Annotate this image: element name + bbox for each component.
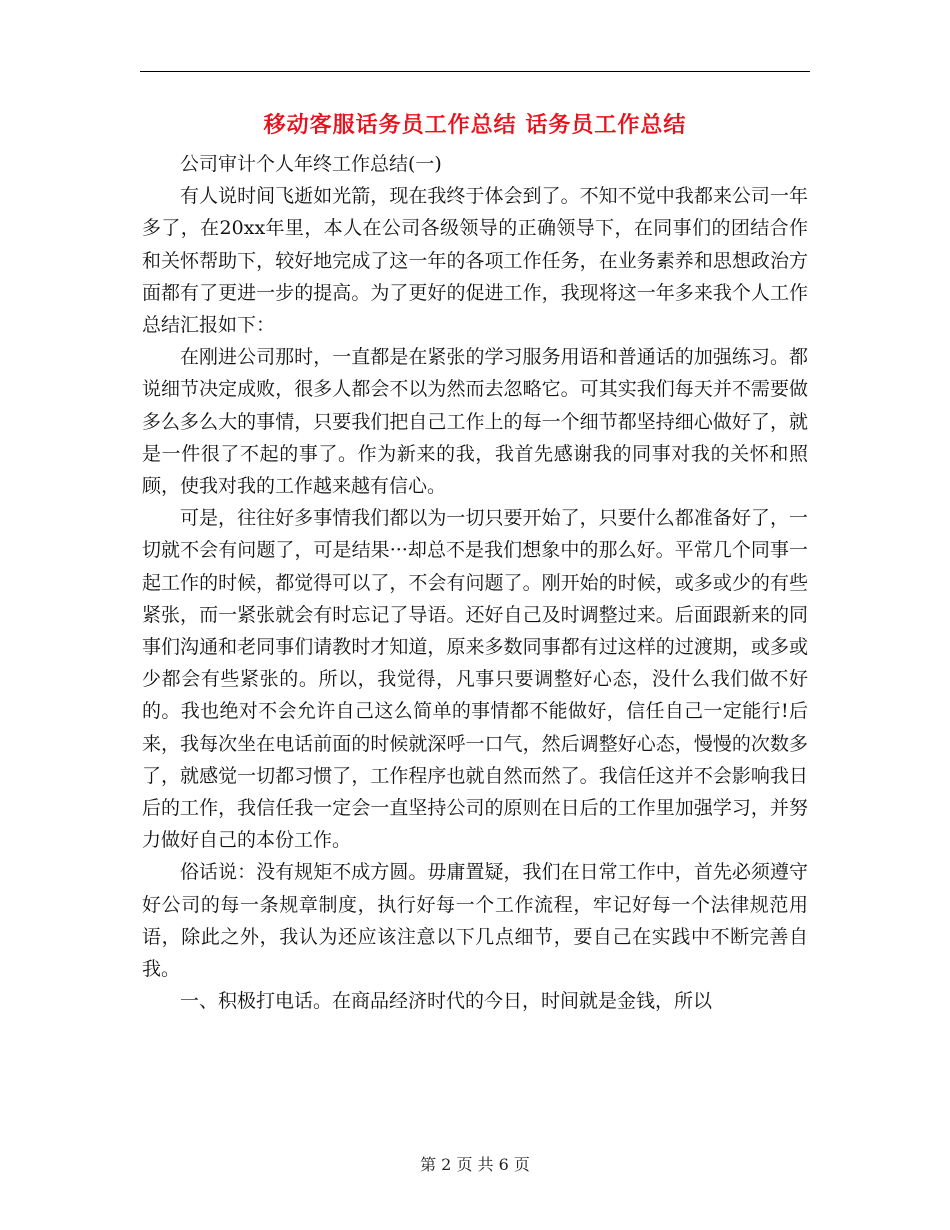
paragraph: 在刚进公司那时，一直都是在紧张的学习服务用语和普通话的加强练习。都说细节决定成败，很多人都会不以为然而去忽略它。可其实我们每天并不需要做多么多么大的事情，只要我们把自己工作上的每一个细节都坚持细心做好了，就是一件很了不起的事了。作为新来的我，我首先感谢我的同事对我的关怀和照顾，使我对我的工作越来越有信心。 [142, 346, 808, 498]
document-title: 移动客服话务员工作总结 话务员工作总结 [263, 112, 687, 138]
paragraph: 一、积极打电话。在商品经济时代的今日，时间就是金钱，所以 [180, 990, 713, 1013]
paragraph: 有人说时间飞逝如光箭，现在我终于体会到了。不知不觉中我都来公司一年多了，在20xx年里，本人在公司各级领导的正确领导下，在同事们的团结合作和关怀帮助下，较好地完成了这一年的各项工作任务，在业务素养和思想政治方面都有了更进一步的提高。为了更好的促进工作，我现将这一年多来我个人工作总结汇报如下： [142, 185, 808, 337]
page-number-footer: 第 2 页 共 6 页 [420, 1155, 530, 1174]
section-heading: 公司审计个人年终工作总结(一) [180, 153, 442, 175]
paragraph: 俗话说：没有规矩不成方圆。毋庸置疑，我们在日常工作中，首先必须遵守好公司的每一条规章制度，执行好每一个工作流程，牢记好每一个法律规范用语，除此之外，我认为还应该注意以下几点细节，要自己在实践中不断完善自我。 [142, 861, 808, 981]
document-body [142, 148, 808, 1017]
paragraph: 可是，往往好多事情我们都以为一切只要开始了，只要什么都准备好了，一切就不会有问题了，可是结果···却总不是我们想象中的那么好。平常几个同事一起工作的时候，都觉得可以了，不会有问题了。刚开始的时候，或多或少的有些紧张，而一紧张就会有时忘记了导语。还好自己及时调整过来。后面跟新来的同事们沟通和老同事们请教时才知道，原来多数同事都有过这样的过渡期，或多或少都会有些紧张的。所以，我觉得，凡事只要调整好心态，没什么我们做不好的。我也绝对不会允许自己这么简单的事情都不能做好，信任自己一定能行!后来，我每次坐在电话前面的时候就深呼一口气，然后调整好心态，慢慢的次数多了，就感觉一切都习惯了，工作程序也就自然而然了。我信任这并不会影响我日后的工作，我信任我一定会一直坚持公司的原则在日后的工作里加强学习，并努力做好自己的本份工作。 [142, 507, 808, 852]
header-rule [140, 71, 810, 72]
